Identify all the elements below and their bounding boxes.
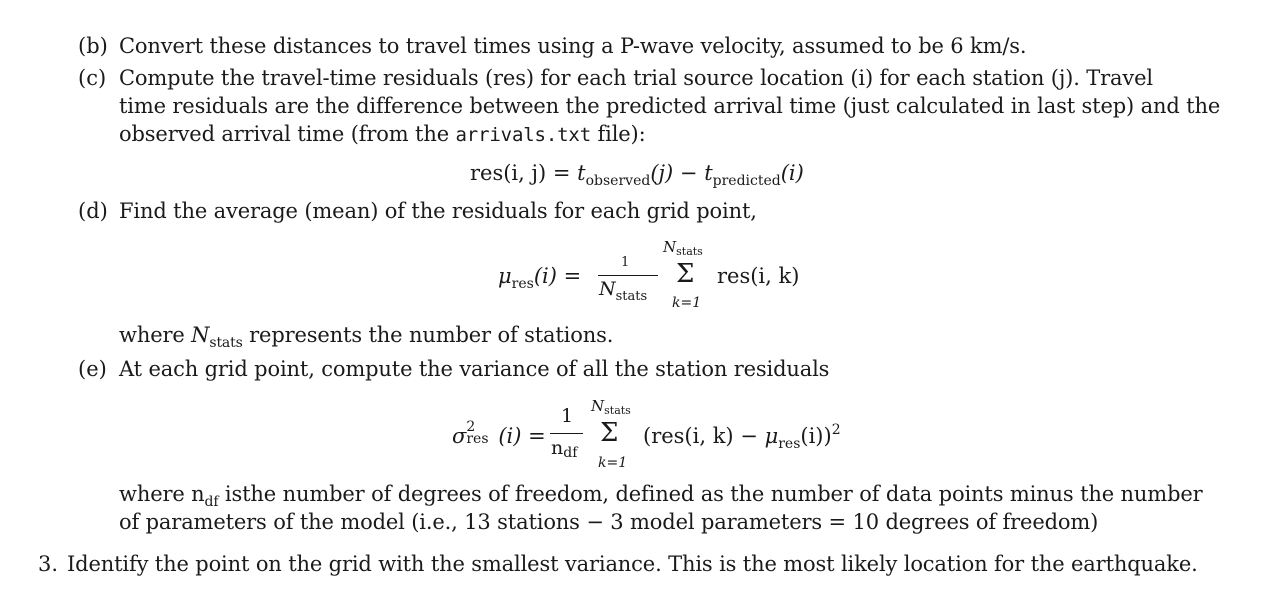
- item-e-text: At each grid point, compute the variance of all the station residuals: [119, 357, 830, 381]
- variance-frac-bar: [550, 433, 583, 434]
- item-c-line1: Compute the travel-time residuals (res) for each trial source location (i) for each station (j). Travel: [119, 66, 1153, 90]
- eq-observed-sub: observed: [585, 173, 651, 189]
- item-b-text: Convert these distances to travel times using a P-wave velocity, assumed to be 6 km/s.: [119, 34, 1027, 58]
- item-e-label: (e): [78, 357, 107, 381]
- mean-equation-lhs: [498, 264, 582, 292]
- eq-j-arg: (j): [650, 161, 674, 185]
- var-term-sup: 2: [831, 422, 841, 438]
- where-text-a: where: [119, 323, 192, 347]
- item-d-label: (d): [78, 199, 108, 223]
- item-d-where: [119, 323, 614, 351]
- eq-N: N: [599, 278, 616, 300]
- variance-equation-lhs: [452, 419, 546, 448]
- mean-frac-bar: [598, 275, 658, 276]
- sum-upper-stats: stats: [676, 245, 703, 258]
- item-c-line3-text-b: file):: [590, 122, 646, 146]
- var-term-b: (i)): [800, 424, 832, 448]
- sum-upper-N: N: [663, 238, 677, 256]
- variance-sum-term: [643, 422, 841, 452]
- eq-mu: μ: [498, 264, 512, 288]
- eq-i-arg: (i): [780, 161, 804, 185]
- eq-n: n: [551, 437, 564, 459]
- var-sum-upper-stats: stats: [604, 404, 631, 417]
- eq-minus: −: [673, 161, 705, 185]
- mean-frac-denominator: [599, 278, 648, 304]
- eq-sigma-sup: 2: [466, 419, 476, 435]
- eq-sigma: σ: [452, 424, 467, 448]
- item-c-line2: time residuals are the difference between the predicted arrival time (just calculated in last step) and the: [119, 94, 1221, 118]
- item-3-text: Identify the point on the grid with the smallest variance. This is the most likely location for the earthquake.: [67, 552, 1198, 576]
- eq-sigma-res-sub: res: [466, 431, 489, 447]
- where-N: N: [191, 323, 210, 347]
- mean-frac-numerator: 1: [621, 255, 630, 270]
- mean-sum-lower: k=1: [672, 295, 702, 311]
- eq-t-predicted: t: [704, 161, 713, 185]
- eq-t-observed: t: [577, 161, 586, 185]
- item-e-where-line1: [119, 482, 1203, 510]
- eq-N-stats-sub: stats: [615, 289, 648, 304]
- eq-res-lhs: res(i, j) =: [470, 161, 578, 185]
- eq-n-df-sub: df: [563, 445, 578, 461]
- eq-sigma-i-arg: (i) =: [498, 424, 546, 448]
- arrivals-file-name: arrivals.txt: [455, 124, 591, 146]
- where-ndf-a: where n: [119, 482, 205, 506]
- eq-predicted-sub: predicted: [712, 173, 781, 189]
- where-text-b: represents the number of stations.: [242, 323, 614, 347]
- variance-frac-denominator: [551, 437, 577, 459]
- var-sum-upper-N: N: [591, 397, 605, 415]
- mean-sum-upper: [663, 238, 703, 256]
- where-ndf-sub: df: [204, 494, 219, 510]
- item-c-line3-text-a: observed arrival time (from the: [119, 122, 456, 146]
- variance-frac-numerator: 1: [561, 405, 574, 427]
- where-ndf-b: isthe number of degrees of freedom, defined as the number of data points minus the number: [218, 482, 1203, 506]
- item-c-label: (c): [78, 66, 107, 90]
- item-e-where-line2: of parameters of the model (i.e., 13 stations − 3 model parameters = 10 degrees of freedom): [119, 510, 1099, 534]
- mean-sum-symbol: Σ: [676, 259, 695, 289]
- mean-sum-term: res(i, k): [717, 264, 800, 288]
- variance-sum-symbol: Σ: [600, 418, 619, 448]
- eq-mu-i-arg: (i) =: [533, 264, 582, 288]
- item-c-line3: [119, 122, 646, 146]
- var-term-a: (res(i, k) −: [643, 424, 765, 448]
- variance-sum-lower: k=1: [598, 455, 628, 471]
- eq-mu-res-sub: res: [511, 276, 534, 292]
- where-stats-sub: stats: [209, 335, 243, 351]
- var-term-res-sub: res: [778, 436, 801, 452]
- residual-equation: [470, 161, 804, 189]
- var-term-mu: μ: [764, 424, 779, 448]
- item-3-label: 3.: [38, 552, 59, 576]
- item-b-label: (b): [78, 34, 108, 58]
- variance-sum-upper: [591, 397, 631, 415]
- item-d-text: Find the average (mean) of the residuals for each grid point,: [119, 199, 757, 223]
